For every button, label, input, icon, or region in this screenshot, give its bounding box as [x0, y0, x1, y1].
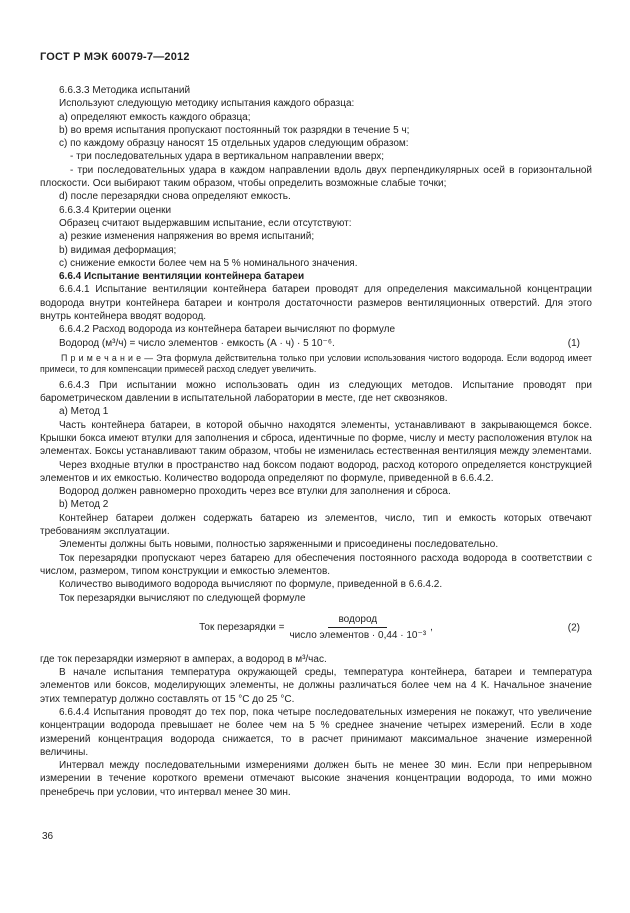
- paragraph: 6.6.3.4 Критерии оценки: [59, 204, 172, 216]
- paragraph: b) видимая деформация;: [59, 244, 177, 256]
- paragraph: Интервал между последовательными измерениями должен быть не менее 30 мин. Если при непрерывном измерении в течение короткого времени отмечают высокие значения концентрации водорода, то ими можно пренебречь при условии, что интервал менее 30 мин.: [40, 760, 592, 798]
- paragraph: Контейнер батареи должен содержать батарею из элементов, число, тип и емкость которых отвечают требованиям эксплуатации.: [40, 512, 592, 538]
- paragraph: c) по каждому образцу наносят 15 отдельных ударов следующим образом:: [59, 138, 409, 150]
- paragraph: 6.6.3.3 Методика испытаний: [59, 85, 191, 96]
- paragraph: d) после перезарядки снова определяют емкость.: [59, 191, 291, 203]
- paragraph: Ток перезарядки пропускают через батарею для обеспечения постоянного расхода водорода в соответствии с числом, размером, типом конструкции и емкостью элементов.: [40, 552, 592, 577]
- section-heading: 6.6.4 Испытание вентиляции контейнера батареи: [59, 271, 305, 283]
- dash-list-item: - три последовательных удара в каждом направлении вдоль двух перпендикулярных осей в горизонтальной плоскости. Оси выбирают таким образом, чтобы определить возможные слабые точки;: [40, 164, 592, 190]
- paragraph: 6.6.4.3 При испытании можно использовать один из следующих методов. Испытание проводят при барометрическом давлении в испытательной лаборатории в месте, где нет сквозняков.: [40, 379, 592, 405]
- paragraph: 6.6.4.2 Расход водорода из контейнера батареи вычисляют по формуле: [59, 324, 396, 336]
- paragraph: a) резкие изменения напряжения во время испытаний;: [59, 231, 315, 243]
- paragraph: где ток перезарядки измеряют в амперах, а водород в м³/час.: [40, 653, 327, 665]
- formula-2-fraction: [289, 613, 426, 643]
- page-number: 36: [42, 831, 54, 842]
- dash-list-item: - три последовательных удара в вертикальном направлении вверх;: [70, 151, 385, 163]
- paragraph: b) Метод 2: [59, 499, 109, 511]
- formula-2-trailing-comma: ,: [430, 622, 433, 634]
- paragraph: Часть контейнера батареи, в которой обычно находятся элементы, устанавливают в закрывающемся боксе. Крышки бокса имеют втулки для заполнения и сброса, идентичные по форме, числу и месту расположения втулок на элементах. Боксы устанавливают таким образом, чтобы не изменилась естественная вентиляция между элементами.: [40, 419, 592, 458]
- formula-1-expression: Водород (м³/ч) = число элементов · емкость (А · ч) · 5 10⁻⁶.: [59, 337, 335, 349]
- paragraph: a) Метод 1: [59, 406, 109, 418]
- paragraph: Ток перезарядки вычисляют по следующей формуле: [59, 592, 306, 604]
- formula-2: [40, 613, 592, 643]
- paragraph: В начале испытания температура окружающей среды, температура контейнера, батареи и температура элементов или боксов, моделирующих элементы, не должны различаться более чем на 4 К. Начальное значение этих температур должно составлять от 15 °С до 25 °С.: [40, 667, 592, 705]
- paragraph: b) во время испытания пропускают постоянный ток разрядки в течение 5 ч;: [59, 124, 410, 136]
- paragraph: 6.6.4.4 Испытания проводят до тех пор, пока четыре последовательных измерения не покажут, что увеличение концентрации водорода превышает не более чем на 5 % среднее значение четырех измерений. Если в ходе измерений концентрация водорода снижается, то в расчет принимают максимальное значение измеренной величины.: [40, 706, 592, 758]
- formula-2-equation: [199, 613, 433, 643]
- formula-1-number: (1): [567, 337, 580, 349]
- document-header: ГОСТ Р МЭК 60079-7—2012: [40, 51, 190, 63]
- paragraph: Водород должен равномерно проходить через все втулки для заполнения и сброса.: [59, 486, 451, 498]
- paragraph: Используют следующую методику испытания каждого образца:: [59, 98, 355, 110]
- paragraph: Образец считают выдержавшим испытание, если отсутствуют:: [59, 217, 352, 229]
- paragraph: a) определяют емкость каждого образца;: [59, 111, 251, 123]
- document-content: [40, 84, 592, 799]
- formula-2-lhs: Ток перезарядки =: [199, 622, 285, 634]
- paragraph: Через входные втулки в пространство над боксом подают водород, расход которого определяется конструкцией элементов и их емкостью. Количество водорода определяют по формуле, приведенной в 6.6.4.2.: [40, 459, 592, 484]
- paragraph: 6.6.4.1 Испытание вентиляции контейнера батареи проводят для определения максимальной концентрации водорода внутри контейнера батареи и контроля достаточности размеров вентиляционных отверстий. Для этого внутрь контейнера вводят водород.: [40, 284, 592, 323]
- note-paragraph: П р и м е ч а н и е — Эта формула действительна только при условии использования чистого водорода. Если водород имеет примеси, то для компенсации примесей расход следует увеличить.: [40, 352, 592, 375]
- formula-2-number: (2): [567, 622, 580, 634]
- paragraph: c) снижение емкости более чем на 5 % номинального значения.: [59, 257, 358, 269]
- paragraph: Элементы должны быть новыми, полностью заряженными и присоединены последовательно.: [59, 539, 499, 551]
- paragraph: Количество выводимого водорода вычисляют по формуле, приведенной в 6.6.4.2.: [59, 579, 443, 591]
- formula-2-denominator: число элементов · 0,44 · 10⁻³: [289, 630, 427, 642]
- formula-1: [40, 337, 592, 350]
- formula-2-numerator: водород: [328, 613, 387, 628]
